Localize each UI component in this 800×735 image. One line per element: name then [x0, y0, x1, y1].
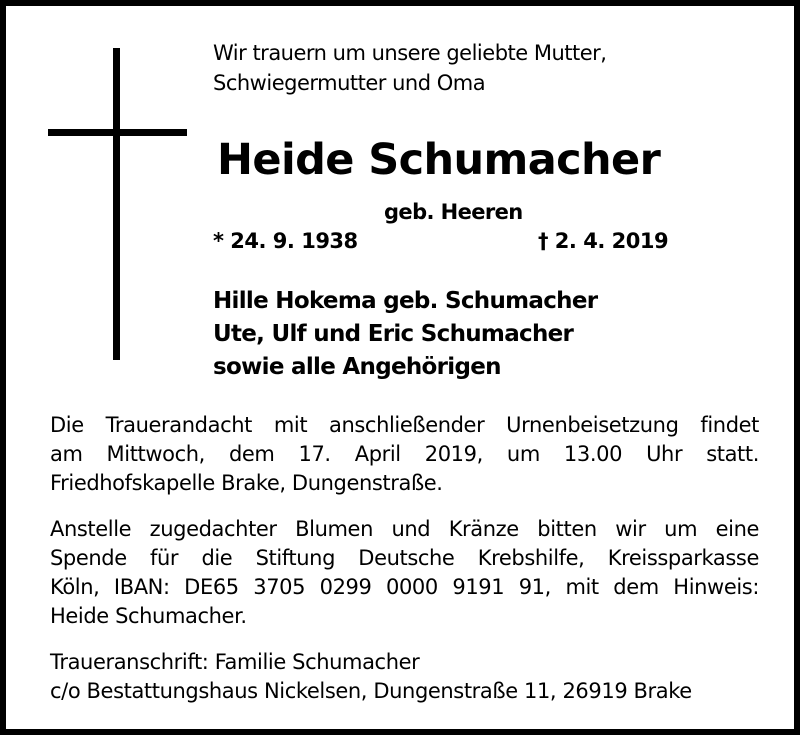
intro-text: [213, 38, 606, 98]
donation-line: Anstelle zugedachter Blumen und Kränze bitten wir um eine: [50, 517, 759, 541]
intro-line: Wir trauern um unsere geliebte Mutter,: [213, 41, 607, 65]
service-line: am Mittwoch, dem 17. April 2019, um 13.00 Uhr statt.: [50, 442, 759, 466]
mourner-line: Ute, Ulf und Eric Schumacher: [213, 321, 574, 347]
donation-line: Köln, IBAN: DE65 3705 0299 0000 9191 91, mit dem Hinweis:: [50, 575, 759, 599]
birth-name: geb. Heeren: [384, 200, 523, 224]
mourner-line: Hille Hokema geb. Schumacher: [213, 288, 598, 314]
address-line: c/o Bestattungshaus Nickelsen, Dungenstraße 11, 26919 Brake: [50, 679, 692, 703]
donation-line: Spende für die Stiftung Deutsche Krebshilfe, Kreissparkasse: [50, 546, 759, 570]
death-date: † 2. 4. 2019: [538, 229, 669, 253]
cross-icon-crossbar: [48, 129, 187, 136]
cross-icon: [113, 48, 120, 360]
address-paragraph: [50, 648, 759, 706]
donation-paragraph: [50, 515, 759, 631]
address-line: Traueranschrift: Familie Schumacher: [50, 650, 420, 674]
service-line: Friedhofskapelle Brake, Dungenstraße.: [50, 471, 443, 495]
mourners-list: [213, 285, 597, 384]
deceased-name: Heide Schumacher: [217, 135, 661, 185]
service-line: Die Trauerandacht mit anschließender Urnenbeisetzung findet: [50, 413, 759, 437]
birth-date: * 24. 9. 1938: [213, 229, 358, 253]
service-paragraph: [50, 411, 759, 498]
donation-line: Heide Schumacher.: [50, 604, 247, 628]
intro-line: Schwiegermutter und Oma: [213, 71, 486, 95]
mourner-line: sowie alle Angehörigen: [213, 354, 501, 380]
